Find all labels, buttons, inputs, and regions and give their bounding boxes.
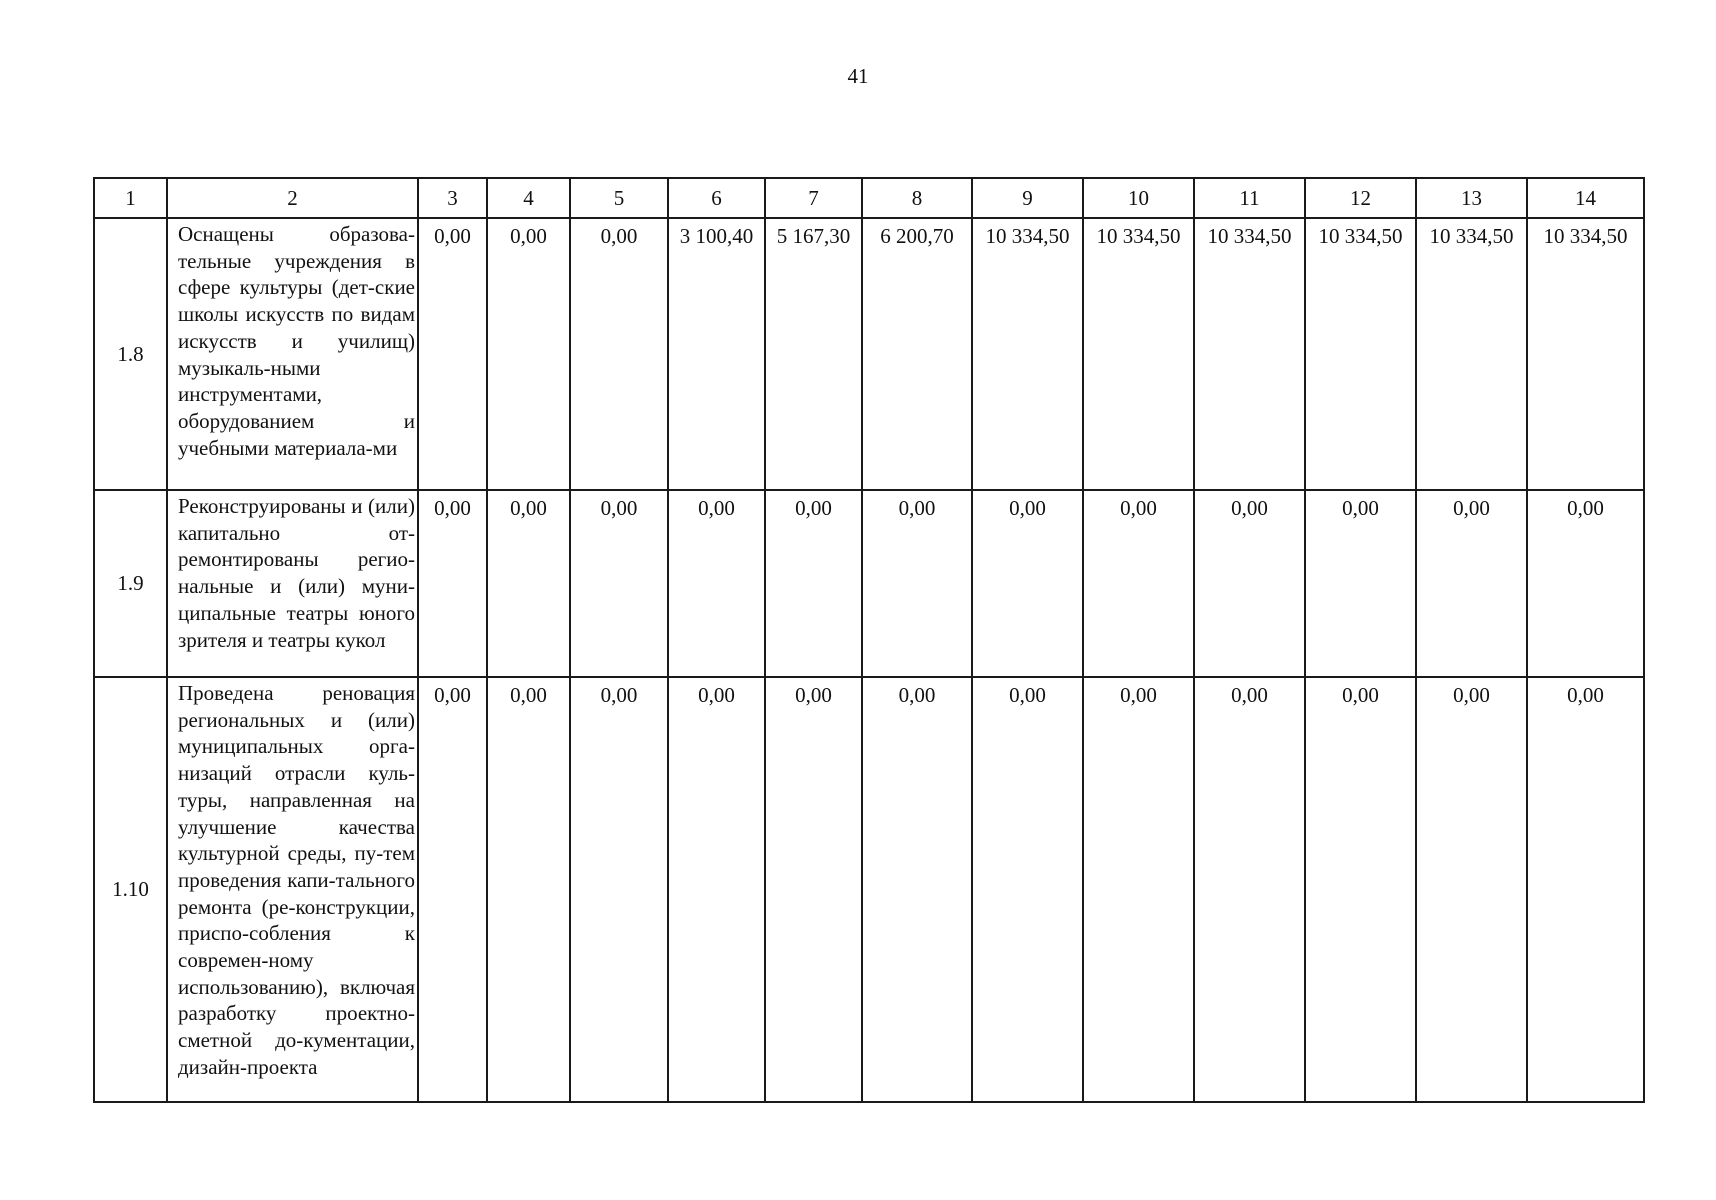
row-value: 0,00 (487, 490, 570, 677)
row-value: 0,00 (1527, 677, 1644, 1102)
row-value: 0,00 (1194, 490, 1305, 677)
row-value: 10 334,50 (1416, 218, 1527, 490)
row-value: 0,00 (570, 490, 668, 677)
column-header: 11 (1194, 178, 1305, 218)
row-value: 10 334,50 (972, 218, 1083, 490)
row-value: 0,00 (418, 490, 487, 677)
row-value: 0,00 (862, 490, 972, 677)
row-value: 0,00 (418, 677, 487, 1102)
row-number: 1.10 (94, 677, 167, 1102)
table-row (94, 677, 1644, 1102)
row-value: 0,00 (1305, 677, 1416, 1102)
row-value: 0,00 (972, 677, 1083, 1102)
row-value: 10 334,50 (1305, 218, 1416, 490)
table-row (94, 490, 1644, 677)
row-value: 0,00 (1083, 490, 1194, 677)
row-value: 0,00 (1194, 677, 1305, 1102)
row-value: 0,00 (668, 677, 765, 1102)
column-header: 5 (570, 178, 668, 218)
row-value: 0,00 (1416, 677, 1527, 1102)
header-row (94, 178, 1644, 218)
row-value: 6 200,70 (862, 218, 972, 490)
row-value: 0,00 (418, 218, 487, 490)
row-value: 0,00 (668, 490, 765, 677)
column-header: 12 (1305, 178, 1416, 218)
row-value: 10 334,50 (1527, 218, 1644, 490)
row-value: 0,00 (487, 677, 570, 1102)
row-value: 0,00 (1305, 490, 1416, 677)
column-header: 6 (668, 178, 765, 218)
row-value: 3 100,40 (668, 218, 765, 490)
row-value: 0,00 (1416, 490, 1527, 677)
row-value: 5 167,30 (765, 218, 862, 490)
column-header: 4 (487, 178, 570, 218)
row-value: 0,00 (765, 677, 862, 1102)
table-row (94, 218, 1644, 490)
row-number: 1.9 (94, 490, 167, 677)
data-table (93, 177, 1645, 1103)
column-header: 1 (94, 178, 167, 218)
row-description: Оснащены образова-тельные учреждения в сфере культуры (дет-ские школы искусств по видам искусств и училищ) музыкаль-ными инструментами, оборудованием и учебными материала-ми (167, 218, 418, 490)
column-header: 8 (862, 178, 972, 218)
row-value: 0,00 (570, 677, 668, 1102)
column-header: 7 (765, 178, 862, 218)
row-value: 0,00 (972, 490, 1083, 677)
row-value: 0,00 (765, 490, 862, 677)
row-description: Проведена реновация региональных и (или) муниципальных орга-низаций отрасли куль-туры, направленная на улучшение качества культурной среды, пу-тем проведения капи-тального ремонта (ре-конструкции, приспо-собления к современ-ному использованию), включая разработку проектно-сметной до-кументации, дизайн-проекта (167, 677, 418, 1102)
column-header: 3 (418, 178, 487, 218)
column-header: 10 (1083, 178, 1194, 218)
row-description: Реконструированы и (или) капитально от-ремонтированы регио-нальные и (или) муни-ципальные театры юного зрителя и театры кукол (167, 490, 418, 677)
row-value: 10 334,50 (1194, 218, 1305, 490)
row-number: 1.8 (94, 218, 167, 490)
column-header: 9 (972, 178, 1083, 218)
column-header: 2 (167, 178, 418, 218)
column-header: 13 (1416, 178, 1527, 218)
row-value: 0,00 (487, 218, 570, 490)
row-value: 0,00 (862, 677, 972, 1102)
row-value: 0,00 (570, 218, 668, 490)
row-value: 10 334,50 (1083, 218, 1194, 490)
table-body (94, 178, 1644, 1102)
page-number: 41 (847, 64, 869, 88)
row-value: 0,00 (1527, 490, 1644, 677)
row-value: 0,00 (1083, 677, 1194, 1102)
column-header: 14 (1527, 178, 1644, 218)
